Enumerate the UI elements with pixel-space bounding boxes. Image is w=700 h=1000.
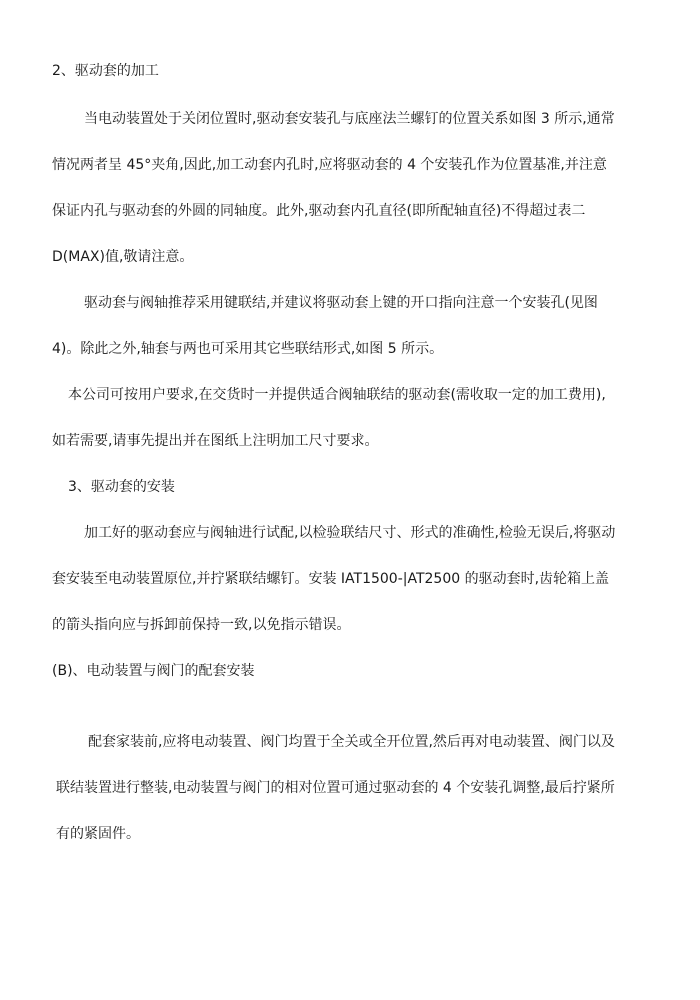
section-3-p1-line-1: 加工好的驱动套应与阀轴进行试配,以检验联结尺寸、形式的准确性,检验无误后,将驱动 (84, 525, 616, 541)
section-3-heading: 3、驱动套的安装 (68, 479, 175, 495)
section-2-p1-line-1: 当电动装置处于关闭位置时,驱动套安装孔与底座法兰螺钉的位置关系如图 3 所示,通常 (84, 111, 615, 127)
section-2-p1-line-3: 保证内孔与驱动套的外圆的同轴度。此外,驱动套内孔直径(即所配轴直径)不得超过表二 (52, 203, 586, 219)
section-3-p1-line-2: 套安装至电动装置原位,并拧紧联结螺钉。安装 IAT1500-|AT2500 的驱动套时,齿轮箱上盖 (52, 571, 610, 587)
section-2-p2-line-1: 驱动套与阀轴推荐采用键联结,并建议将驱动套上键的开口指向注意一个安装孔(见图 (84, 295, 598, 311)
section-2-p3-line-2: 如若需要,请事先提出并在图纸上注明加工尺寸要求。 (52, 433, 379, 449)
section-2-p2-line-2: 4)。除此之外,轴套与两也可采用其它些联结形式,如图 5 所示。 (52, 341, 444, 357)
section-2-p3-line-1: 本公司可按用户要求,在交货时一并提供适合阀轴联结的驱动套(需收取一定的加工费用), (68, 387, 606, 403)
section-b-p1-line-3: 有的紧固件。 (56, 826, 140, 842)
section-2-p1-line-4: D(MAX)值,敬请注意。 (52, 249, 194, 265)
section-3-p1-line-3: 的箭头指向应与拆卸前保持一致,以免指示错误。 (52, 617, 351, 633)
section-b-p1-line-2: 联结装置进行整装,电动装置与阀门的相对位置可通过驱动套的 4 个安装孔调整,最后拧紧所 (56, 780, 615, 796)
section-2-heading: 2、驱动套的加工 (52, 63, 159, 79)
section-b-p1-line-1: 配套家装前,应将电动装置、阀门均置于全关或全开位置,然后再对电动装置、阀门以及 (88, 734, 615, 750)
section-2-p1-line-2: 情况两者呈 45°夹角,因此,加工动套内孔时,应将驱动套的 4 个安装孔作为位置基准,并注意 (52, 157, 607, 173)
section-b-heading: (B)、电动装置与阀门的配套安装 (52, 663, 255, 679)
